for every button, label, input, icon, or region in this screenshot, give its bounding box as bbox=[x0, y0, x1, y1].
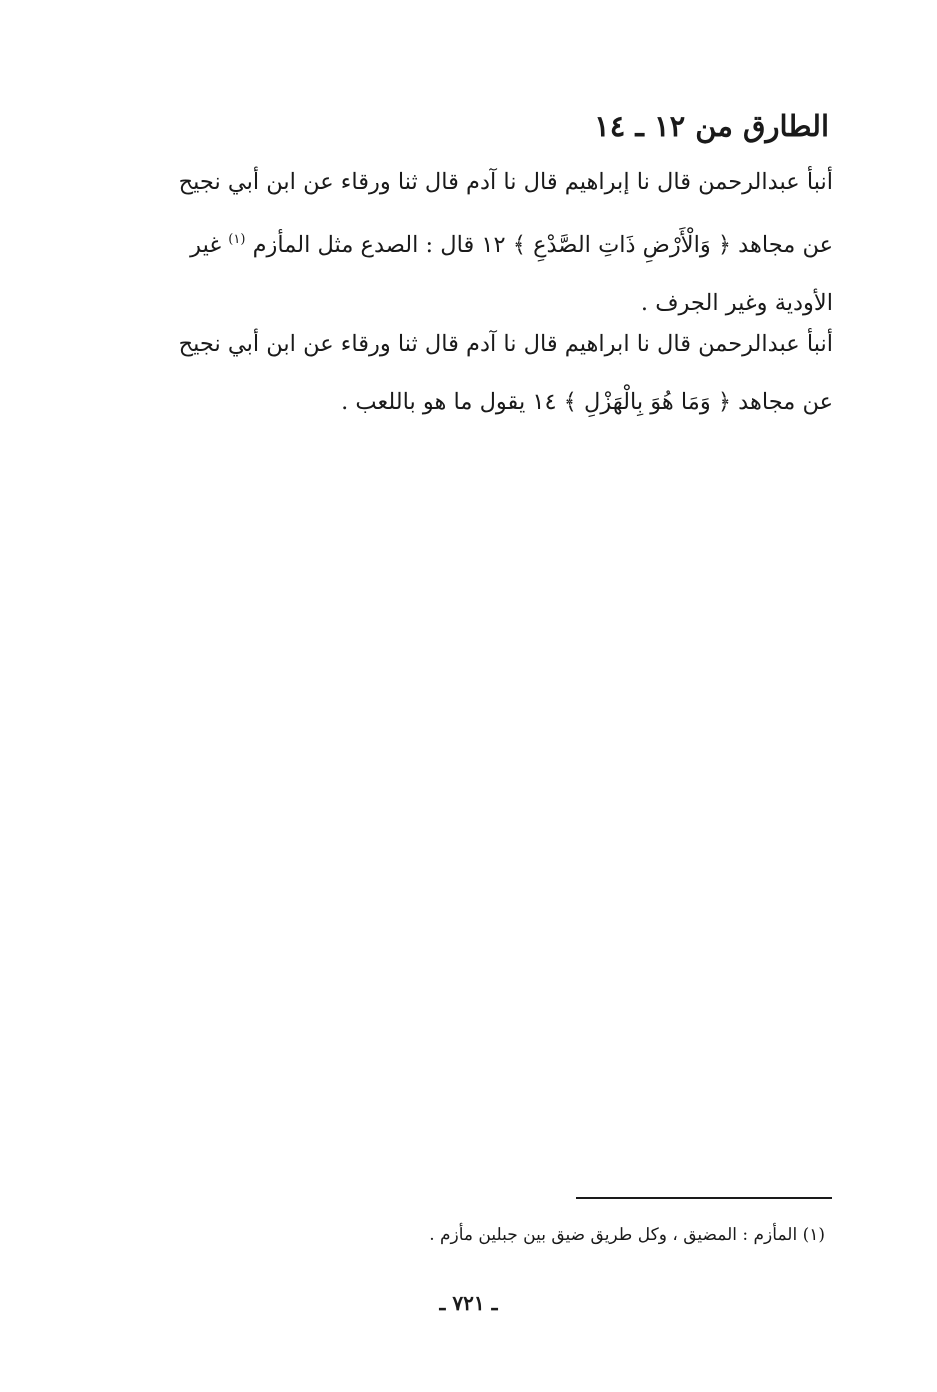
paragraph-1-line-3: الأودية وغير الجرف . bbox=[640, 290, 833, 316]
footnote-text: (١) المأزم : المضيق ، وكل طريق ضيق بين جبلين مأزم . bbox=[429, 1225, 825, 1245]
paragraph-1 bbox=[133, 153, 833, 332]
paragraph-2-line-1: أنبأ عبدالرحمن قال نا ابراهيم قال نا آدم قال ثنا ورقاء عن ابن أبي نجيح bbox=[178, 331, 833, 357]
page-heading: الطارق من ١٢ ـ ١٤ bbox=[594, 109, 829, 143]
paragraph-1-line-1: أنبأ عبدالرحمن قال نا إبراهيم قال نا آدم قال ثنا ورقاء عن ابن أبي نجيح bbox=[178, 169, 833, 195]
page-number: ـ ٧٢١ ـ bbox=[439, 1291, 498, 1315]
paragraph-1-line-2 bbox=[133, 211, 833, 274]
paragraph-2-line-2: عن مجاهد ﴿ وَمَا هُوَ بِالْهَزْلِ ﴾ ١٤ يقول ما هو باللعب . bbox=[341, 389, 833, 415]
footnote-marker: (١) bbox=[228, 232, 246, 247]
paragraph-1-line-2-end: غير bbox=[190, 232, 222, 258]
paragraph-2 bbox=[133, 315, 833, 431]
paragraph-1-line-2-text: عن مجاهد ﴿ وَالْأَرْضِ ذَاتِ الصَّدْعِ ﴾ ١٢ قال : الصدع مثل المأزم bbox=[252, 232, 833, 258]
footnote-divider bbox=[576, 1197, 832, 1199]
